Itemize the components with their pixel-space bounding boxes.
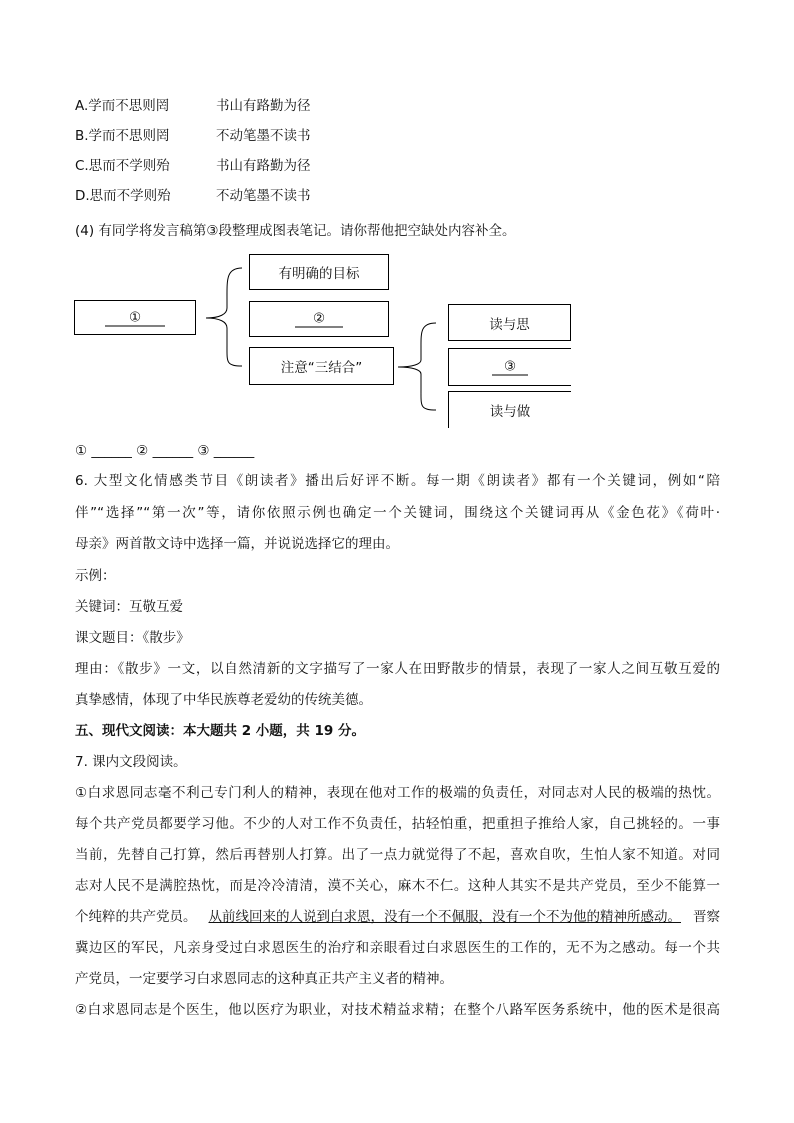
diagram-root-box xyxy=(74,300,196,335)
option-b-label: B.学而不思则罔 xyxy=(75,128,170,144)
section5-heading: 五、现代文阅读：本大题共 2 小题，共 19 分。 xyxy=(75,723,365,739)
q6-line-1: 6. 大型文化情感类节目《朗读者》播出后好评不断。每一期《朗读者》都有一个关键词，例如“陪 xyxy=(75,473,720,489)
option-a-quote: 书山有路勤为径 xyxy=(216,98,311,114)
q6-example-label: 示例： xyxy=(75,568,116,584)
p2-line-1: ②白求恩同志是个医生，他以医疗为职业，对技术精益求精；在整个八路军医务系统中，他的医术是很高 xyxy=(75,1002,720,1018)
p1-line-3: 当前，先替自己打算，然后再替别人打算。出了一点力就觉得了不起，喜欢自吹，生怕人家不知道。对同 xyxy=(75,847,720,863)
q6-reason-1: 理由：《散步》一文，以自然清新的文字描写了一家人在田野散步的情景，表现了一家人之间互敬互爱的 xyxy=(75,661,720,677)
q4-prompt: (4) 有同学将发言稿第③段整理成图表笔记。请你帮他把空缺处内容补全。 xyxy=(75,223,516,239)
diagram-sub-blank: ③ xyxy=(448,348,571,386)
p1-line-5 xyxy=(75,907,720,927)
option-c-label: C.思而不学则殆 xyxy=(75,158,170,174)
p1-line-7: 产党员，一定要学习白求恩同志的这种真正共产主义者的精神。 xyxy=(75,971,453,987)
q6-line-2: 伴”“选择”“第一次”等，请你依照示例也确定一个关键词，围绕这个关键词再从《金色花》《荷叶· xyxy=(75,505,720,521)
option-a-label: A.学而不思则罔 xyxy=(75,98,170,114)
underlined-sentence: 从前线回来的人说到白求恩，没有一个不佩服，没有一个不为他的精神所感动。 xyxy=(208,909,681,925)
diagram-sub-read-do: 读与做 xyxy=(448,391,571,428)
diagram-root-blank: ① xyxy=(75,309,195,326)
option-d-quote: 不动笔墨不读书 xyxy=(216,188,311,204)
diagram-branch-three: 注意“三结合” xyxy=(249,347,394,385)
option-c-quote: 书山有路勤为径 xyxy=(216,158,311,174)
diagram-sub-read-think: 读与思 xyxy=(448,304,571,341)
p1-line-2: 每个共产党员都要学习他。不少的人对工作不负责任，拈轻怕重，把重担子推给人家，自己挑轻的。一事 xyxy=(75,816,720,832)
p1-line-6: 冀边区的军民，凡亲身受过白求恩医生的治疗和亲眼看过白求恩医生的工作的，无不为之感动。每一个共 xyxy=(75,940,720,956)
p1-line-5-end: 晋察 xyxy=(693,909,720,925)
q6-reason-2: 真挚感情，体现了中华民族尊老爱幼的传统美德。 xyxy=(75,692,372,708)
q6-title: 课文题目：《散步》 xyxy=(75,630,190,646)
q7-title: 7. 课内文段阅读。 xyxy=(75,754,187,770)
q6-line-3: 母亲》两首散文诗中选择一篇，并说说选择它的理由。 xyxy=(75,536,399,552)
option-d-label: D.思而不学则殆 xyxy=(75,188,171,204)
option-b-quote: 不动笔墨不读书 xyxy=(216,128,311,144)
q4-answer-blanks: ① ______ ② ______ ③ ______ xyxy=(75,443,255,459)
p1-line-1: ①白求恩同志毫不利己专门利人的精神，表现在他对工作的极端的负责任，对同志对人民的极端的热忱。 xyxy=(75,785,720,801)
q6-keyword: 关键词：互敬互爱 xyxy=(75,599,183,615)
p1-line-4: 志对人民不是满腔热忱，而是冷冷清清，漠不关心，麻木不仁。这种人其实不是共产党员，至少不能算一 xyxy=(75,878,720,894)
p1-line-5-start: 个纯粹的共产党员。 xyxy=(75,909,197,925)
diagram-branch-goal: 有明确的目标 xyxy=(249,254,389,290)
diagram-branch-blank: ② xyxy=(249,301,389,337)
